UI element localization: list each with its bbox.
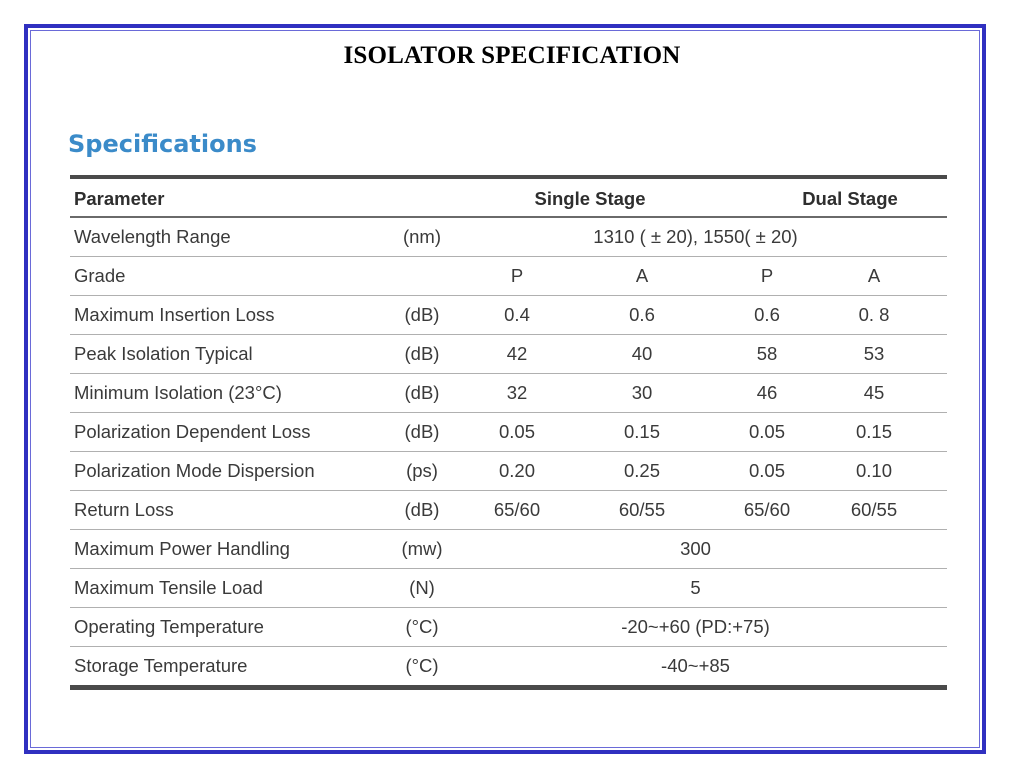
dual-stage-a-value: 53 xyxy=(863,343,885,364)
dual-stage-a-value: 0.15 xyxy=(855,421,892,442)
table-row-max-power-handling xyxy=(70,530,947,569)
parameter-name: Storage Temperature xyxy=(74,655,248,676)
table-row-min-isolation xyxy=(70,374,947,413)
single-stage-p-value: 65/60 xyxy=(493,499,541,520)
parameter-name: Minimum Isolation (23°C) xyxy=(74,382,282,403)
parameter-unit: (ps) xyxy=(406,460,438,481)
dual-stage-a-value: 0.10 xyxy=(855,460,892,481)
parameter-name: Peak Isolation Typical xyxy=(74,343,253,364)
dual-stage-p-value: 0.05 xyxy=(748,421,785,442)
parameter-value-all: 300 xyxy=(680,538,711,559)
parameter-value-all: -40~+85 xyxy=(661,655,730,676)
parameter-value-all: 5 xyxy=(690,577,701,598)
parameter-name: Grade xyxy=(74,265,126,286)
specification-table xyxy=(70,175,947,690)
parameter-unit: (°C) xyxy=(405,655,439,676)
specifications-heading: Specifications xyxy=(68,130,257,158)
dual-stage-p-value: 0.05 xyxy=(748,460,785,481)
parameter-unit: (nm) xyxy=(402,226,442,247)
parameter-name: Maximum Tensile Load xyxy=(74,577,263,598)
table-bottom-rule xyxy=(70,685,947,690)
dual-stage-p-value: P xyxy=(760,265,774,286)
table-row-max-tensile-load xyxy=(70,569,947,608)
single-stage-p-value: 0.05 xyxy=(498,421,535,442)
single-stage-p-value: 42 xyxy=(506,343,528,364)
single-stage-p-value: 0.20 xyxy=(498,460,535,481)
dual-stage-a-value: 0. 8 xyxy=(858,304,890,325)
table-row-wavelength-range xyxy=(70,218,947,257)
single-stage-a-value: 60/55 xyxy=(618,499,666,520)
single-stage-p-value: 0.4 xyxy=(504,304,530,325)
header-dual-stage: Dual Stage xyxy=(802,188,898,209)
table-row-pdl xyxy=(70,413,947,452)
dual-stage-a-value: A xyxy=(867,265,881,286)
parameter-value-all: -20~+60 (PD:+75) xyxy=(621,616,770,637)
single-stage-a-value: 30 xyxy=(631,382,653,403)
single-stage-p-value: P xyxy=(510,265,524,286)
header-parameter: Parameter xyxy=(74,188,165,209)
parameter-name: Maximum Insertion Loss xyxy=(74,304,275,325)
table-row-max-insertion-loss xyxy=(70,296,947,335)
dual-stage-p-value: 65/60 xyxy=(743,499,791,520)
parameter-unit: (°C) xyxy=(405,616,439,637)
table-row-storage-temperature xyxy=(70,647,947,685)
parameter-unit: (dB) xyxy=(404,382,440,403)
parameter-name: Wavelength Range xyxy=(74,226,231,247)
parameter-name: Polarization Dependent Loss xyxy=(74,421,311,442)
single-stage-a-value: 40 xyxy=(631,343,653,364)
table-row-return-loss xyxy=(70,491,947,530)
parameter-unit: (dB) xyxy=(404,499,440,520)
table-row-pmd xyxy=(70,452,947,491)
parameter-name: Polarization Mode Dispersion xyxy=(74,460,315,481)
parameter-name: Maximum Power Handling xyxy=(74,538,290,559)
header-single-stage: Single Stage xyxy=(534,188,646,209)
single-stage-p-value: 32 xyxy=(506,382,528,403)
document-title: ISOLATOR SPECIFICATION xyxy=(343,42,681,69)
parameter-name: Return Loss xyxy=(74,499,174,520)
parameter-unit: (dB) xyxy=(404,304,440,325)
parameter-value-all: 1310 ( ± 20), 1550( ± 20) xyxy=(593,226,798,247)
table-header-row xyxy=(70,179,947,218)
dual-stage-p-value: 46 xyxy=(756,382,778,403)
dual-stage-p-value: 58 xyxy=(756,343,778,364)
parameter-unit: (dB) xyxy=(404,343,440,364)
dual-stage-a-value: 45 xyxy=(863,382,885,403)
dual-stage-p-value: 0.6 xyxy=(754,304,780,325)
table-row-operating-temperature xyxy=(70,608,947,647)
parameter-unit: (mw) xyxy=(401,538,443,559)
single-stage-a-value: A xyxy=(635,265,649,286)
single-stage-a-value: 0.25 xyxy=(623,460,660,481)
single-stage-a-value: 0.6 xyxy=(629,304,655,325)
parameter-unit: (N) xyxy=(409,577,435,598)
parameter-name: Operating Temperature xyxy=(74,616,264,637)
parameter-unit: (dB) xyxy=(404,421,440,442)
table-row-peak-isolation xyxy=(70,335,947,374)
table-row-grade xyxy=(70,257,947,296)
dual-stage-a-value: 60/55 xyxy=(850,499,898,520)
single-stage-a-value: 0.15 xyxy=(623,421,660,442)
